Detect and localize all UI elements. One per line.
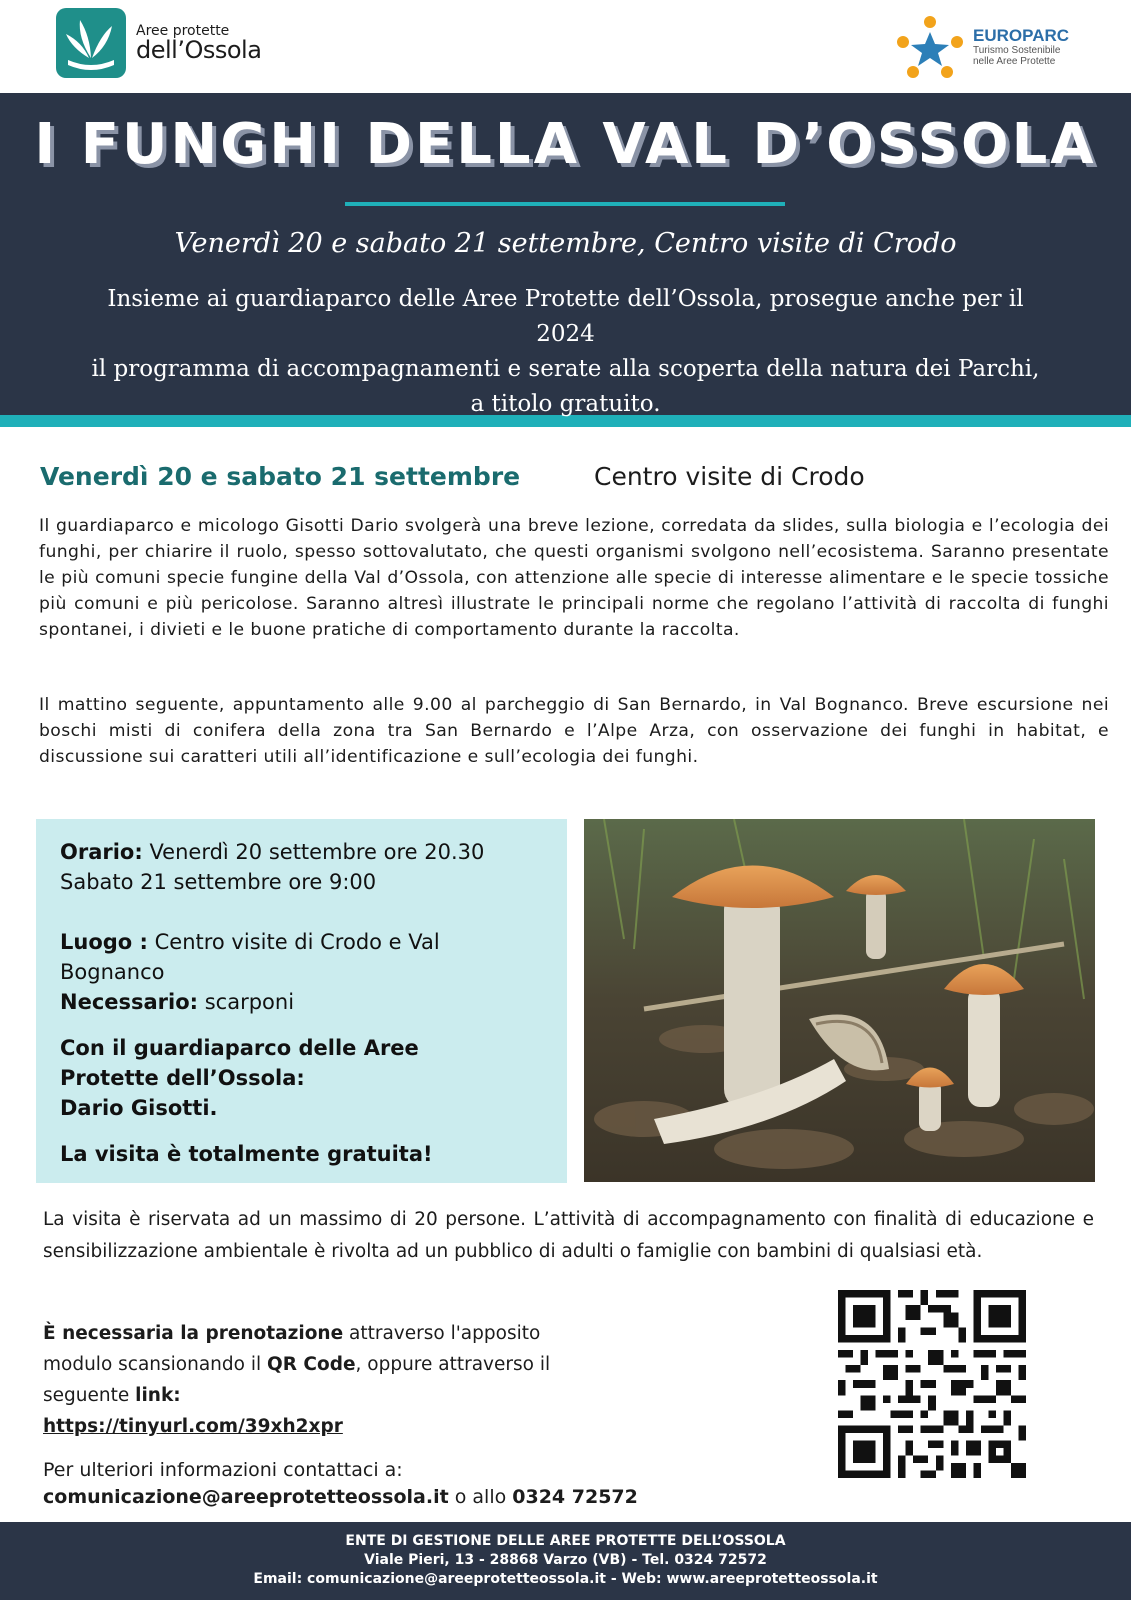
banner-intro (80, 282, 1051, 422)
europarc-star-icon (895, 14, 965, 80)
intro-line-2: il programma di accompagnamenti e serate alla scoperta della natura dei Parchi, (91, 356, 1040, 382)
event-place-heading: Centro visite di Crodo (594, 462, 865, 491)
banner-subtitle: Venerdì 20 e sabato 21 settembre, Centro visite di Crodo (174, 228, 957, 259)
footer-org-name: ENTE DI GESTIONE DELLE AREE PROTETTE DELL’OSSOLA (345, 1533, 786, 1549)
event-description-1: Il guardiaparco e micologo Gisotti Dario svolgerà una breve lezione, corredata da slides, sulla biologia e l’ecologia dei funghi, per chiarire il ruolo, spesso sottovalutato, che questi organismi svolgono nell’ecosistema. Saranno presentate le più comuni specie fungine della Val d’Ossola, con attenzione alle specie di interesse alimentare e le specie tossiche più comuni e più pericolose. Saranno altresì illustrate le principali norme che regolano l’attività di raccolta di funghi spontanei, i divieti e le buone pratiche di comportamento durante la raccolta. (39, 516, 1109, 640)
europarc-tagline-1: Turismo Sostenibile (973, 45, 1061, 57)
guide-line-1: Con il guardiaparco delle Aree (60, 1036, 419, 1060)
necessario-label: Necessario: (60, 990, 199, 1014)
orario-line (60, 837, 543, 867)
intro-line-3: a titolo gratuito. (470, 391, 661, 417)
contact-info (43, 1457, 803, 1511)
guide-line-2: Protette dell’Ossola: (60, 1066, 305, 1090)
booking-required: È necessaria la prenotazione (43, 1323, 344, 1344)
booking-info (43, 1318, 663, 1442)
orario-value-2: Sabato 21 settembre ore 9:00 (60, 870, 377, 894)
footer-address: Viale Pieri, 13 - 28868 Varzo (VB) - Tel. 0324 72572 (364, 1552, 767, 1568)
title-divider (345, 202, 785, 206)
guide-line-3: Dario Gisotti. (60, 1096, 218, 1120)
booking-link-label: link: (135, 1385, 181, 1406)
footer-contacts: Email: comunicazione@areeprotetteossola.it - Web: www.areeprotetteossola.it (253, 1571, 878, 1587)
luogo-value-1: Centro visite di Crodo e Val (147, 930, 440, 954)
org-logo-line1: Aree protette (136, 23, 230, 39)
booking-text-1: attraverso l'apposito (343, 1323, 541, 1344)
orario-label: Orario: (60, 840, 143, 864)
europarc-tagline-2: nelle Aree Protette (973, 56, 1056, 68)
europarc-name: EUROPARC (973, 25, 1070, 45)
necessario-value: scarponi (198, 990, 295, 1014)
free-visit-note: La visita è totalmente gratuita! (60, 1142, 433, 1166)
luogo-label: Luogo : (60, 930, 148, 954)
leaf-book-icon (56, 8, 126, 78)
contact-phone[interactable]: 0324 72572 (512, 1486, 638, 1508)
intro-line-1: Insieme ai guardiaparco delle Aree Protette dell’Ossola, prosegue anche per il 2024 (107, 286, 1024, 347)
mushroom-photo (584, 819, 1095, 1182)
org-logo-line2: dell’Ossola (136, 36, 262, 64)
luogo-value-2: Bognanco (60, 960, 165, 984)
booking-qr-code[interactable] (838, 1290, 1026, 1478)
capacity-text: La visita è riservata ad un massimo di 20 persone. L’attività di accompagnamento con finalità di educazione e sensibilizzazione ambientale è rivolta ad un pubblico di adulti o famiglie con bambini di qualsiasi età. (43, 1209, 1094, 1262)
orario-value-1: Venerdì 20 settembre ore 20.30 (142, 840, 485, 864)
event-info-box (36, 819, 567, 1183)
booking-text-2: modulo scansionando il (43, 1354, 268, 1375)
luogo-line (60, 927, 543, 957)
org-logo (56, 8, 316, 78)
booking-text-3: , oppure attraverso il (355, 1354, 551, 1375)
contact-intro: Per ulteriori informazioni contattaci a: (43, 1459, 403, 1481)
booking-text-4: seguente (43, 1385, 136, 1406)
necessario-line (60, 987, 543, 1017)
event-date-heading: Venerdì 20 e sabato 21 settembre (40, 462, 521, 491)
contact-email[interactable]: comunicazione@areeprotetteossola.it (43, 1486, 449, 1508)
footer (0, 1522, 1131, 1600)
booking-qr-label: QR Code (267, 1354, 356, 1375)
page-title: I FUNGHI DELLA VAL D’OSSOLA (34, 112, 1097, 177)
europarc-logo (895, 14, 1095, 80)
event-description-2: Il mattino seguente, appuntamento alle 9.00 al parcheggio di San Bernardo, in Val Bognanco. Breve escursione nei boschi misti di conifera della zona tra San Bernardo e l’Alpe Arza, con osservazione dei funghi in habitat, e discussione sui caratteri utili all’identificazione e sull’ecologia dei funghi. (39, 695, 1109, 767)
booking-link[interactable]: https://tinyurl.com/39xh2xpr (43, 1416, 343, 1437)
contact-or: o allo (448, 1486, 513, 1508)
